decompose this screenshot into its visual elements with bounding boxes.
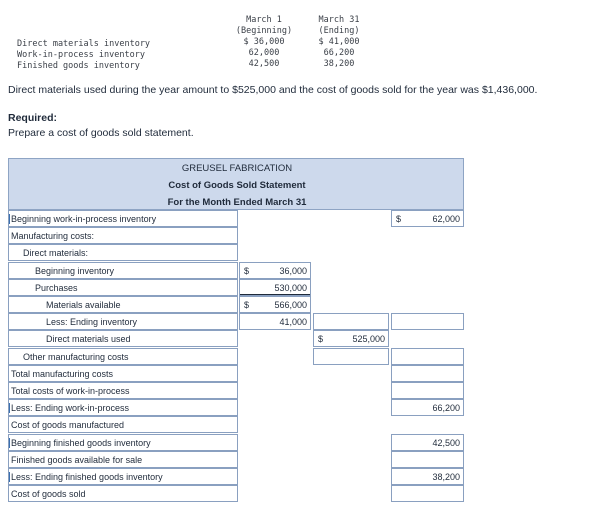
row-label-field[interactable] — [8, 348, 238, 365]
amount-input[interactable] — [391, 451, 464, 468]
statement-row — [8, 279, 464, 296]
cogs-statement — [8, 158, 464, 503]
row-label: Cost of goods sold — [11, 489, 86, 500]
row-label: Finished goods available for sale — [11, 454, 143, 465]
row-label-field[interactable] — [8, 451, 238, 468]
row-label-field[interactable] — [8, 485, 238, 502]
statement-row — [8, 399, 464, 416]
statement-title: Cost of Goods Sold Statement — [168, 180, 306, 191]
amount-value: 62,000 — [432, 214, 460, 224]
company-name: GREUSEL FABRICATION — [181, 163, 293, 174]
statement-header — [8, 158, 464, 210]
amount-value: 566,000 — [274, 300, 307, 310]
currency-symbol: $ — [318, 334, 324, 345]
required-heading: Required: — [8, 112, 58, 124]
problem-statement: Direct materials used during the year amount to $525,000 and the cost of goods sold for the year was $1,436,000. — [8, 84, 538, 96]
row-label-field[interactable] — [8, 279, 238, 296]
row-label-field[interactable] — [8, 365, 238, 382]
statement-row — [8, 451, 464, 468]
amount-input[interactable] — [313, 348, 389, 365]
instruction-text: Prepare a cost of goods sold statement. — [8, 127, 194, 139]
amount-input[interactable] — [239, 296, 311, 313]
amount-input[interactable] — [391, 365, 464, 382]
row-label: Other manufacturing costs — [23, 351, 129, 362]
amount-value: 530,000 — [274, 282, 307, 293]
amount-input[interactable] — [313, 313, 389, 330]
statement-row — [8, 313, 464, 330]
row-label-field[interactable] — [8, 296, 238, 313]
inventory-value: $ 36,000 — [243, 37, 285, 47]
row-label: Less: Ending inventory — [46, 317, 138, 328]
row-label: Less: Ending finished goods inventory — [11, 472, 163, 482]
row-label-field[interactable] — [8, 416, 238, 433]
row-label-field[interactable] — [8, 330, 238, 347]
row-label-field[interactable] — [8, 210, 238, 227]
inventory-value: 66,200 — [323, 48, 355, 58]
amount-input[interactable] — [391, 382, 464, 399]
inventory-value: 62,000 — [248, 48, 280, 58]
row-label: Cost of goods manufactured — [11, 420, 125, 431]
currency-symbol: $ — [396, 214, 402, 224]
row-label-field[interactable] — [8, 313, 238, 330]
statement-row — [8, 468, 464, 485]
statement-row — [8, 348, 464, 365]
statement-row — [8, 244, 464, 261]
row-label-field[interactable] — [8, 399, 238, 416]
column-heading: (Ending) — [318, 26, 360, 36]
amount-input[interactable] — [239, 313, 311, 330]
row-label: Materials available — [46, 300, 121, 310]
total-underline — [240, 294, 310, 295]
amount-value: 38,200 — [432, 472, 460, 482]
statement-row — [8, 382, 464, 399]
inventory-label: Work-in-process inventory — [17, 50, 145, 60]
amount-value: 66,200 — [432, 403, 460, 414]
row-label: Total costs of work-in-process — [11, 386, 130, 396]
statement-row — [8, 210, 464, 227]
amount-input[interactable] — [239, 279, 311, 296]
amount-value: 525,000 — [352, 334, 385, 345]
row-label-field[interactable] — [8, 434, 238, 451]
inventory-label: Direct materials inventory — [17, 39, 151, 49]
statement-row — [8, 485, 464, 502]
statement-row — [8, 416, 464, 433]
inventory-value: 38,200 — [323, 59, 355, 69]
statement-row — [8, 296, 464, 313]
ending-column — [304, 15, 374, 70]
row-label: Beginning inventory — [35, 265, 115, 276]
amount-value: 36,000 — [279, 265, 307, 276]
column-heading: (Beginning) — [235, 26, 293, 36]
amount-input[interactable] — [391, 313, 464, 330]
amount-input[interactable] — [391, 210, 464, 227]
amount-input[interactable] — [239, 262, 311, 279]
row-label-field[interactable] — [8, 227, 238, 244]
row-label-field[interactable] — [8, 244, 238, 261]
row-label: Less: Ending work-in-process — [11, 403, 130, 414]
currency-symbol: $ — [244, 300, 250, 310]
row-label: Beginning work-in-process inventory — [11, 214, 157, 224]
row-label: Beginning finished goods inventory — [11, 437, 151, 448]
column-heading: March 1 — [246, 15, 282, 25]
statement-row — [8, 330, 464, 347]
statement-period: For the Month Ended March 31 — [167, 197, 307, 208]
amount-input[interactable] — [313, 330, 389, 347]
statement-row — [8, 227, 464, 244]
row-label: Total manufacturing costs — [11, 368, 114, 379]
currency-symbol: $ — [244, 265, 250, 276]
amount-value: 42,500 — [432, 437, 460, 448]
statement-row — [8, 262, 464, 279]
row-label: Manufacturing costs: — [11, 231, 95, 242]
beginning-column — [228, 15, 300, 70]
row-label-field[interactable] — [8, 468, 238, 485]
amount-input[interactable] — [391, 434, 464, 451]
statement-row — [8, 434, 464, 451]
inventory-value: $ 41,000 — [318, 37, 360, 47]
row-label: Purchases — [35, 282, 78, 293]
row-label-field[interactable] — [8, 262, 238, 279]
amount-input[interactable] — [391, 485, 464, 502]
amount-value: 41,000 — [279, 317, 307, 328]
inventory-value: 42,500 — [248, 59, 280, 69]
statement-row — [8, 365, 464, 382]
amount-input[interactable] — [391, 348, 464, 365]
row-label: Direct materials used — [46, 334, 131, 345]
row-label: Direct materials: — [23, 248, 89, 259]
row-label-field[interactable] — [8, 382, 238, 399]
amount-input[interactable] — [391, 399, 464, 416]
column-heading: March 31 — [318, 15, 360, 25]
inventory-label: Finished goods inventory — [17, 61, 140, 71]
inventory-labels — [17, 39, 150, 72]
amount-input[interactable] — [391, 468, 464, 485]
